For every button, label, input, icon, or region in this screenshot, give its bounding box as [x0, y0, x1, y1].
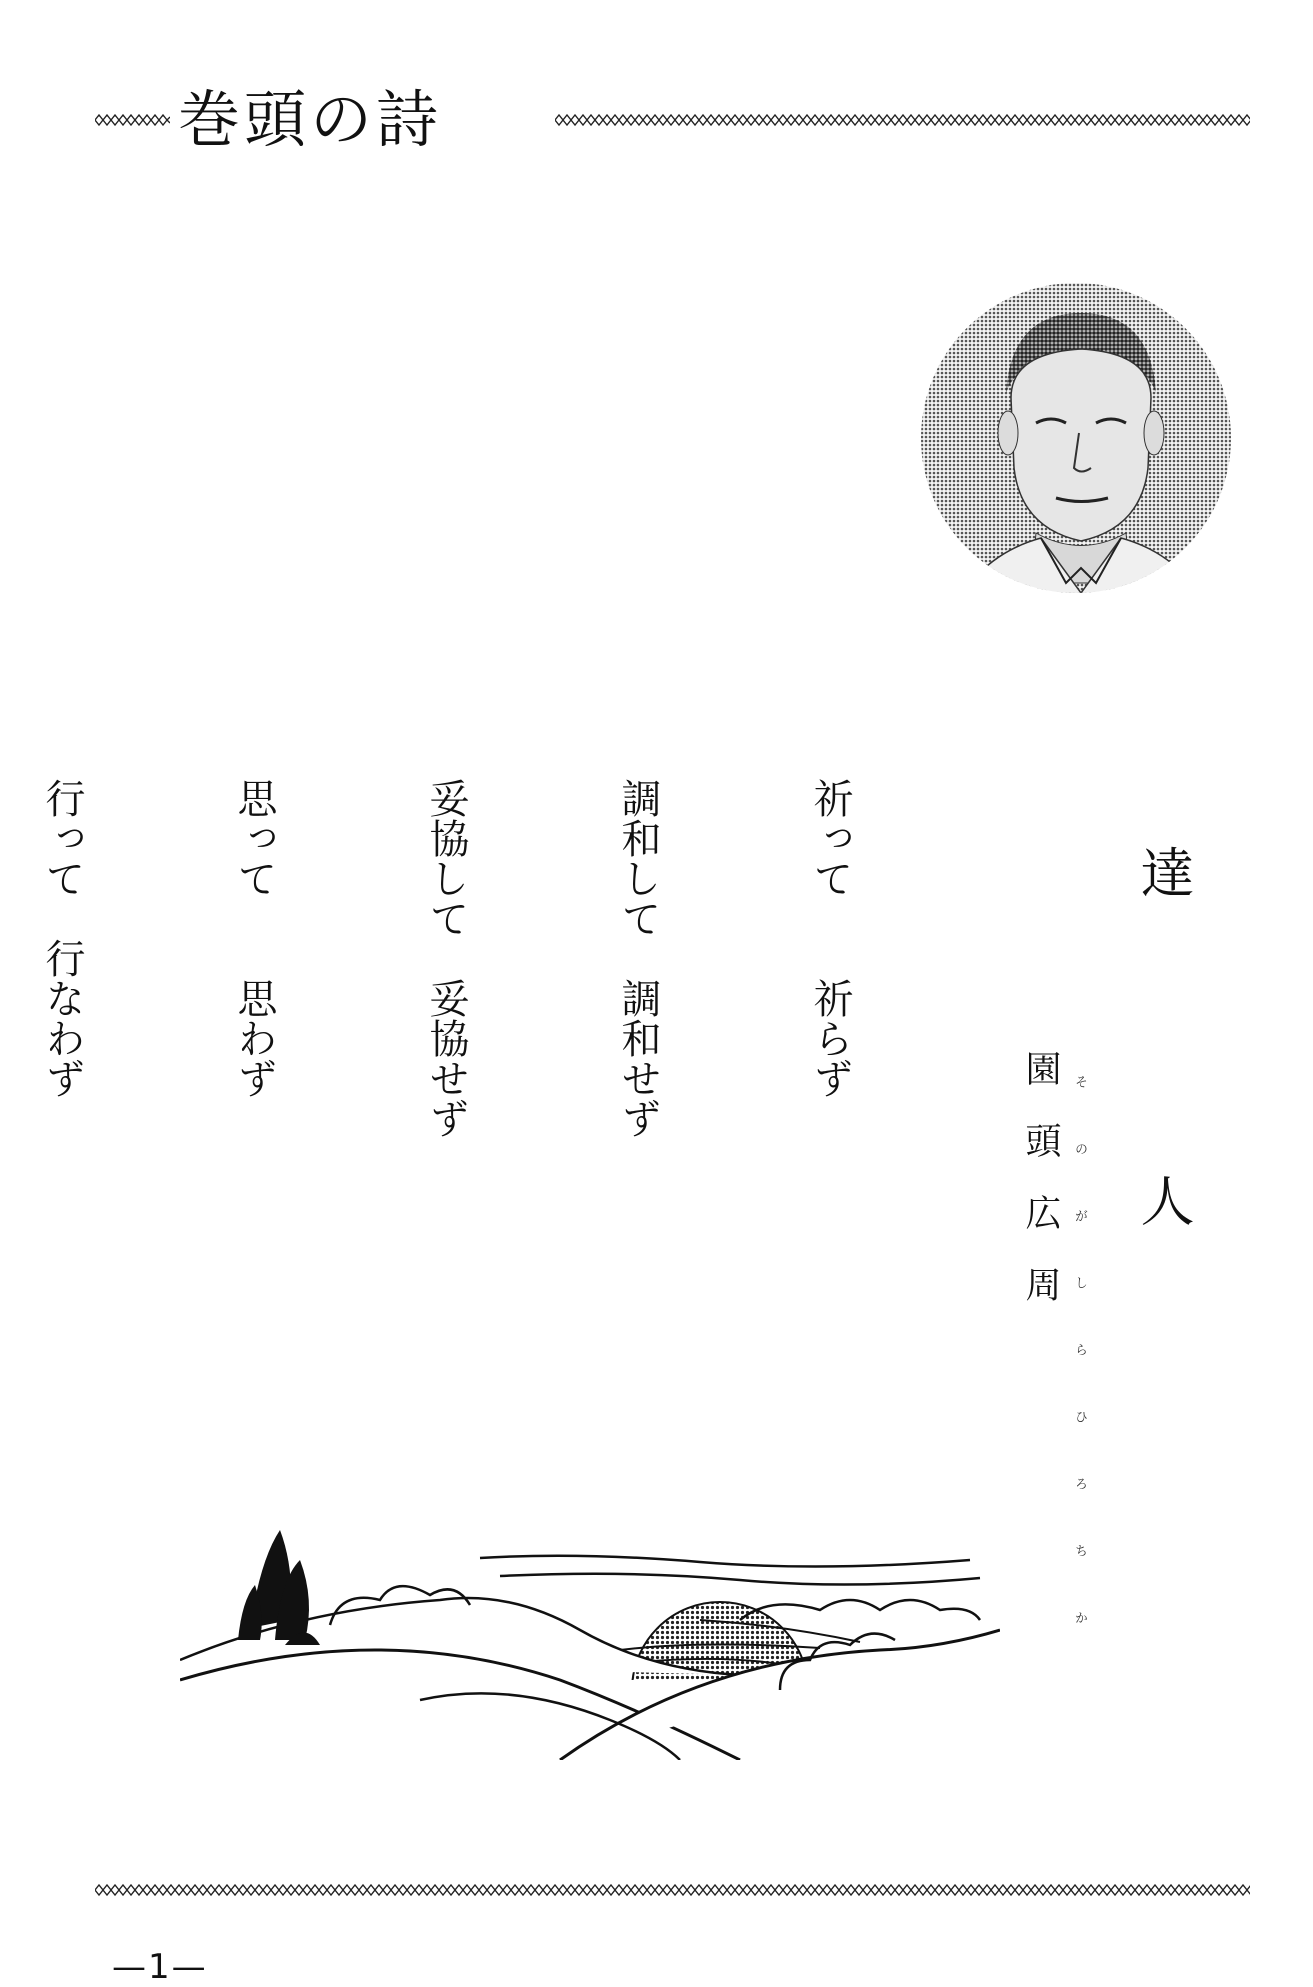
zigzag-left: [95, 113, 170, 127]
author-name: 園頭広周: [1020, 1050, 1061, 1338]
poem-line: 調和して 調和せず: [615, 778, 661, 1138]
poem-title: 達 人: [1132, 845, 1195, 1337]
portrait-image: [916, 283, 1236, 603]
hills-sun-illustration: [180, 1530, 1000, 1760]
author-furigana: そのがしらひろちか: [1072, 1075, 1087, 1678]
header-right-ornament: [555, 113, 1250, 127]
poem-line: 思って 思わず: [231, 778, 277, 1098]
landscape-illustration: [180, 1530, 1000, 1760]
zigzag-right: [555, 113, 1250, 127]
poem-line: 妥協して 妥協せず: [423, 778, 469, 1138]
zigzag-footer: [95, 1883, 1250, 1897]
footer-ornament: [95, 1883, 1250, 1897]
page-title: 巻頭の詩: [178, 83, 443, 156]
poem-line: 行って 行なわず: [39, 778, 85, 1098]
header-left-ornament: [95, 113, 170, 127]
page-header: [0, 80, 1313, 160]
poem-line: 祈って 祈らず: [807, 778, 853, 1098]
author-portrait: [916, 283, 1236, 603]
page-number: —1—: [112, 1947, 208, 1987]
poem-body: [39, 778, 990, 1338]
